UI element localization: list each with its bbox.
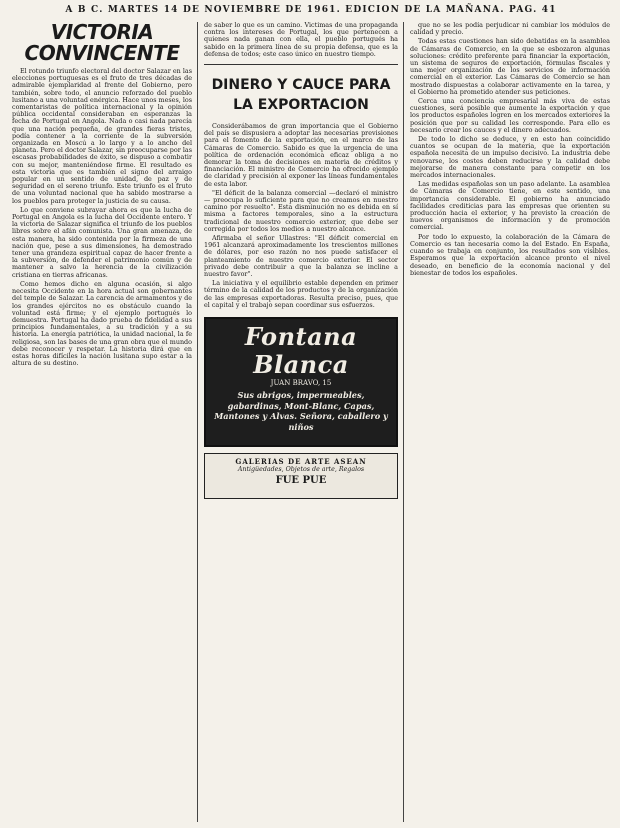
article-paragraph: La iniciativa y el equilibrio estable dependen en primer término de la calidad de los productos y de la organización de las empresas exportadoras. Resulta preciso, pues, que el capital y el trabajo sepan coordinar sus esfuerzos. [204, 279, 398, 309]
advertisement-galerias [204, 453, 398, 499]
advertisement-fontana-blanca [204, 317, 398, 447]
article-paragraph: Como hemos dicho en alguna ocasión, si algo necesita Occidente en la hora actual son gobernantes del temple de Salazar. La carencia de armamentos y de los grandes ejércitos no es obstáculo cuando la voluntad está firme; y el ejemplo portugués lo demuestra. Portugal ha dado prueba de fidelidad a sus principios fundamentales, a su tradición y a su historia. La energía patriótica, la unidad nacional, la fe religiosa, son las bases de una gran obra que el mundo debe reconocer y respetar. La historia dirá que en estas horas difíciles la nación lusitana supo estar a la altura de su destino. [12, 279, 192, 368]
title-line: DINERO Y CAUCE PARA [211, 77, 391, 94]
column-middle [204, 22, 398, 822]
article-paragraph: Todas estas cuestiones han sido debatidas en la asamblea de Cámaras de Comercio, en la que se esbozaron algunas soluciones: crédito preferente para financiar la exportación, un sistema de seguros de exportación, fórmulas fiscales y una mejor organización de los servicios de información comercial en el exterior. Las Cámaras de Comercio se han mostrado dispuestas a colaborar activamente en la tarea, y el Gobierno ha prometido atender sus peticiones. [410, 37, 610, 96]
article-paragraph: Lo que conviene subrayar ahora es que la lucha de Portugal en Angola es la lucha del Occidente entero. Y la victoria de Salazar significa el triunfo de los pueblos libres sobre el afán comunista. Una gran amenaza, de esta manera, ha sido contenida por la firmeza de una nación que, pese a sus dimensiones, ha demostrado tener una grandeza espiritual capaz de hacer frente a la subversión, de defender el patrimonio común y de mantener a salvo la herencia de la civilización cristiana en tierras africanas. [12, 205, 192, 279]
column-right [410, 22, 610, 822]
article-paragraph: Por todo lo expuesto, la colaboración de la Cámara de Comercio es tan necesaria como la del Estado. En España, cuando se trabaja en conjunto, los resultados son visibles. Esperamos que la exportación alcance pronto el nivel deseado, en beneficio de la economía nacional y del bienestar de todos los españoles. [410, 232, 610, 277]
article-paragraph: que no se les podía perjudicar ni cambiar los módulos de calidad y precio. [410, 22, 610, 37]
ad-gallery-name: FUE PUE [275, 475, 327, 487]
article-paragraph: Afirmaba el señor Ullastres: "El déficit comercial en 1961 alcanzará aproximadamente los trescientos millones de dólares, por eso razón no nos puede satisfacer el planteamiento de nuestro comercio exterior. El sector privado debe contribuir a que la balanza se incline a nuestro favor". [204, 234, 398, 279]
title-line: LA EXPORTACION [233, 97, 369, 114]
column-rule [197, 22, 198, 822]
article-paragraph: De todo lo dicho se deduce, y en esto han coincidido cuantos se ocupan de la materia, que la exportación española necesita de un impulso decisivo. La industria debe renovarse, los costes deben reducirse y la calidad debe mejorarse de manera constante para competir en los mercados internacionales. [410, 135, 610, 180]
ad-body: Sus abrigos, impermeables, gabardinas, Mont-Blanc, Capas, Mantones y Alvas. Señora, caballero y niños [214, 390, 388, 432]
article-paragraph: Cerca una conciencia empresarial más viva de estas cuestiones, será posible que aumente la exportación y que los productos españoles logren en los mercados exteriores la posición que por su calidad les corresponde. Para ello es necesario crear los cauces y el dinero adecuados. [410, 97, 610, 134]
article-paragraph: "El déficit de la balanza comercial —declaró el ministro— preocupa lo suficiente para que no creamos en nuestro camino por resuelto". Esta disminución no es debida en sí misma a factores temporales, sino a la estructura tradicional de nuestro comercio exterior, que debe ser corregida por todos los medios a nuestro alcance. [204, 188, 398, 233]
ad-brand: Fontana Blanca [244, 322, 358, 380]
article-paragraph: El rotundo triunfo electoral del doctor Salazar en las elecciones portuguesas es el fruto de tres décadas de admirable ejemplaridad al frente del Gobierno, pero también, sobre todo, el anuncio reforzado del pueblo lusitano a una voluntad enérgica. Hace unos meses, los comentaristas de política internacional y la opinión pública occidental consideraban en esperanzas la fecha de Portugal en Angola. Nada o casi nada parecía que una nación pequeña, de grandes fieras tristes, podía contener a la corriente de la subversión organizada en Moscú a lo largo y a lo ancho del planeta. Pero el doctor Salazar, sin preocuparse por las escasas probabilidades de éxito, se dispuso a combatir con su mejor, manteniéndose firme. El resultado es esta victoria que es también el signo del arraigo popular en un sentido de unidad, de paz y de seguridad en el sereno triunfo. Este triunfo es el fruto de una voluntad nacional que ha sabido mostrarse a los pueblos para proteger la justicia de su causa. [12, 67, 192, 205]
ad-address: JUAN BRAVO, 15 [270, 379, 332, 388]
ad-gallery-desc: Antigüedades, Objetos de arte, Regalos [237, 466, 365, 474]
article-paragraph: Considerábamos de gran importancia que el Gobierno del país se dispusiera a adoptar las necesarias previsiones para el fomento de la exportación, en el marco de las Cámaras de Comercio. Sabido es que la urgencia de una política de ordenación económica eficaz obliga a no demorar la toma de decisiones en materia de créditos y financiación. El ministro de Comercio ha ofrecido ejemplo de claridad y precisión al exponer las líneas fundamentales de esta labor. [204, 122, 398, 188]
column-left [12, 22, 192, 822]
column-rule [403, 22, 404, 822]
page-header: A B C. MARTES 14 DE NOVIEMBRE DE 1961. EDICION DE LA MAÑANA. PAG. 41 [65, 5, 557, 15]
ad-gallery-title: GALERIAS DE ARTE ASEAN [235, 457, 367, 467]
article-continuation: de saber lo que es un camino. Victimas de una propaganda contra los intereses de Portugal, los que pertenecen a quienes nada ganan con ella, el pueblo portugués ha sabido en la primera línea de su propia defensa, que es la defensa de todos; este caso único en nuestro tiempo. [204, 22, 398, 58]
article-title-dinero [204, 75, 398, 115]
article-divider [204, 64, 398, 65]
article-paragraph: Las medidas españolas son un paso adelante. La asamblea de Cámaras de Comercio tiene, en este sentido, una importancia considerable. El gobierno ha anunciado facilidades crediticias para las empresas que orienten su producción hacia el exterior, y ha previsto la creación de nuevos organismos de información y de promoción comercial. [410, 180, 610, 232]
article-title-victoria: VICTORIA CONVINCENTE [24, 22, 180, 65]
